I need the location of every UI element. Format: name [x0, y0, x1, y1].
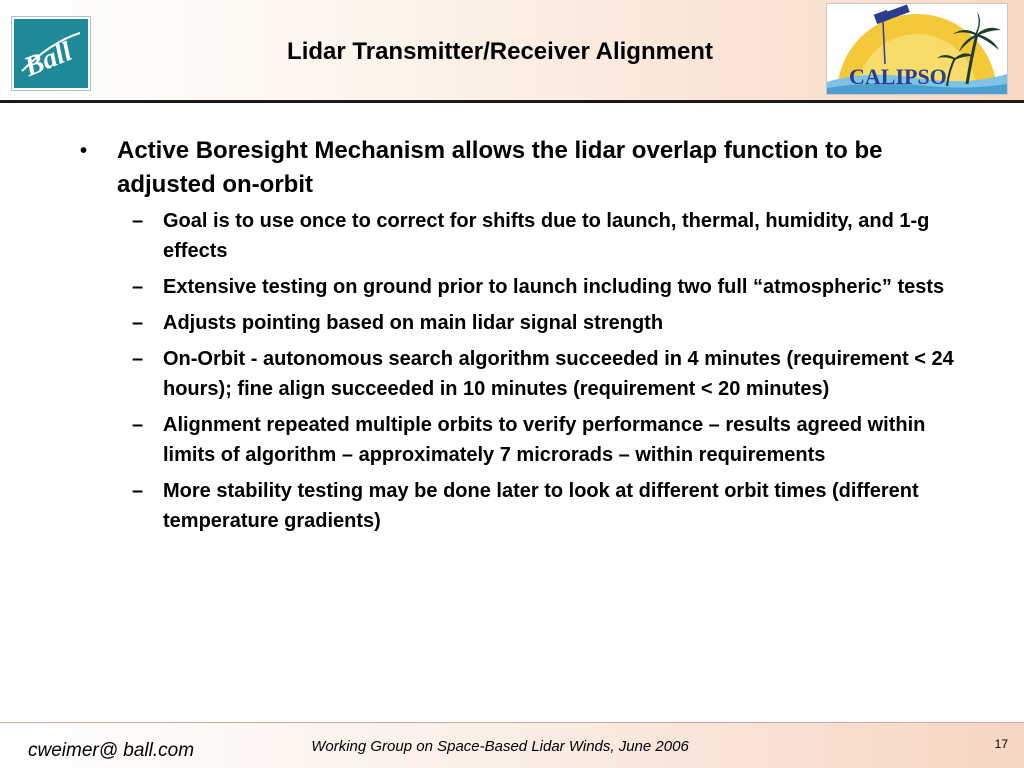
- sub-bullet-item: [0, 308, 1024, 338]
- header-divider: [0, 100, 1024, 103]
- main-bullet-text: Active Boresight Mechanism allows the lidar overlap function to be adjusted on-orbit: [117, 137, 883, 198]
- ball-logo-icon: [14, 19, 88, 89]
- sub-bullet-text: On-Orbit - autonomous search algorithm succeeded in 4 minutes (requirement < 24 hours); fine align succeeded in 10 minutes (requirement < 20 minutes): [163, 348, 954, 400]
- calipso-wordmark: CALIPSO: [849, 64, 947, 89]
- footer-email: cweimer@ ball.com: [28, 740, 195, 761]
- dash-marker: –: [132, 480, 144, 502]
- sub-bullet-item: [0, 476, 1024, 536]
- sub-bullet-item: [0, 272, 1024, 302]
- sub-bullet-list: [0, 206, 1024, 542]
- sub-bullet-item: [0, 410, 1024, 470]
- sub-bullet-text: More stability testing may be done later to look at different orbit times (different temperature gradients): [163, 480, 919, 532]
- dash-marker: –: [132, 312, 144, 334]
- dash-marker: –: [132, 210, 144, 232]
- dash-marker: –: [132, 276, 144, 298]
- sub-bullet-text: Extensive testing on ground prior to launch including two full “atmospheric” tests: [163, 276, 945, 298]
- sub-bullet-text: Goal is to use once to correct for shifts due to launch, thermal, humidity, and 1-g effects: [163, 210, 930, 262]
- calipso-logo-icon: [827, 4, 1007, 94]
- dash-marker: –: [132, 414, 144, 436]
- sub-bullet-text: Alignment repeated multiple orbits to verify performance – results agreed within limits of algorithm – approximately 7 microrads – within requirements: [163, 414, 926, 466]
- ball-logo: [12, 17, 90, 90]
- calipso-logo: [826, 3, 1008, 95]
- bullet-dot: •: [80, 140, 88, 162]
- sub-bullet-item: [0, 206, 1024, 266]
- sub-bullet-item: [0, 344, 1024, 404]
- ball-logo-wordmark: Ball: [19, 35, 77, 83]
- sub-bullet-text: Adjusts pointing based on main lidar signal strength: [163, 312, 664, 334]
- footer-event: Working Group on Space-Based Lidar Winds, June 2006: [311, 738, 689, 755]
- page-number: 17: [994, 737, 1008, 751]
- slide-title: Lidar Transmitter/Receiver Alignment: [287, 38, 713, 65]
- dash-marker: –: [132, 348, 144, 370]
